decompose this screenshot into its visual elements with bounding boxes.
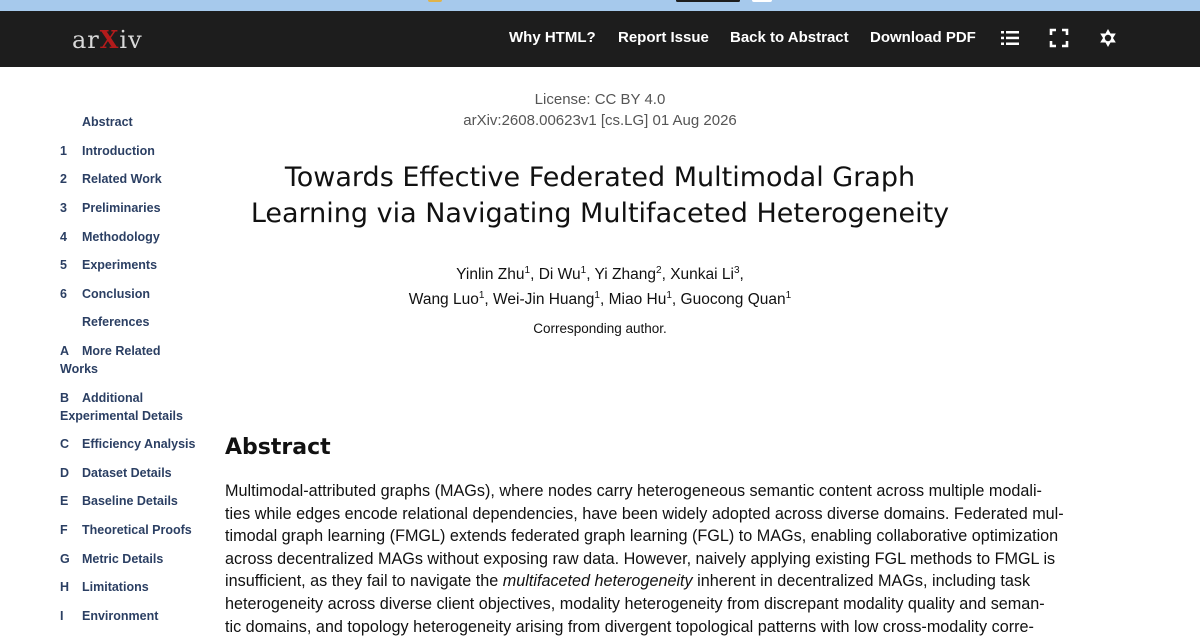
author: Di Wu$^1$, <box>538 265 595 284</box>
authors-line <box>300 290 900 309</box>
toc-item-preliminaries[interactable]: 3 Preliminaries <box>60 201 161 215</box>
fullscreen-icon[interactable] <box>1049 28 1069 48</box>
author: Miao Hu$^1$, <box>608 290 681 309</box>
author: Yi Zhang$^2$, <box>594 265 671 284</box>
abstract-line: timodal graph learning (FMGL) extends federated graph learning (FGL) to MAGs, enabling collaborative optimization <box>225 527 1059 546</box>
author: Wei-Jin Huang$^1$, <box>493 290 609 309</box>
toc-item-references[interactable]: References <box>82 315 150 329</box>
toc-item-theoretical-proofs[interactable]: F Theoretical Proofs <box>60 523 192 537</box>
toc-item-environment[interactable]: I Environment <box>60 609 159 623</box>
toc-item-more-related-works[interactable]: A More Related Works <box>60 344 161 376</box>
abstract-line: ties while edges encode relational dependencies, have been widely adopted across diverse domains. Federated mul- <box>225 504 1064 523</box>
abstract-line: tic domains, and topology heterogeneity arising from divergent topological patterns with low cross-modality corre- <box>225 617 1034 636</box>
notification-link-fragment[interactable] <box>676 0 740 2</box>
toc-item-baseline-details[interactable]: E Baseline Details <box>60 494 178 508</box>
author: Guocong Quan$^1$ <box>680 290 792 309</box>
paper-title <box>250 160 950 232</box>
toc-item-introduction[interactable]: 1 Introduction <box>60 144 155 158</box>
list-icon[interactable] <box>1000 28 1020 48</box>
arxiv-logo[interactable]: arXiv <box>72 25 143 54</box>
report-issue-link[interactable]: Report Issue <box>618 29 709 46</box>
abstract-line: heterogeneity across diverse client objectives, modality heterogeneity from discrepant modality quality and seman- <box>225 594 1045 613</box>
toc-item-dataset-details[interactable]: D Dataset Details <box>60 466 172 480</box>
theme-icon[interactable] <box>1098 28 1118 48</box>
why-html-link[interactable]: Why HTML? <box>509 29 596 46</box>
notification-emoji-fragment <box>428 0 442 2</box>
abstract-heading: Abstract <box>225 435 331 460</box>
toc-item-limitations[interactable]: H Limitations <box>60 580 149 594</box>
toc-item-conclusion[interactable]: 6 Conclusion <box>60 287 151 301</box>
top-navbar <box>0 11 1200 67</box>
toc-item-experiments[interactable]: 5 Experiments <box>60 258 158 272</box>
download-pdf-link[interactable]: Download PDF <box>870 29 976 46</box>
emphasis-text: multifaceted heterogeneity <box>502 572 693 591</box>
toc-item-methodology[interactable]: 4 Methodology <box>60 230 160 244</box>
authors-line <box>300 265 900 284</box>
browser-notification-strip <box>0 0 1200 11</box>
paper-title-line: Towards Effective Federated Multimodal Graph <box>284 162 916 193</box>
paper-title-line: Learning via Navigating Multifaceted Heterogeneity <box>250 198 950 229</box>
corresponding-author-note: Corresponding author. <box>533 321 667 336</box>
abstract-body <box>225 480 1064 638</box>
toc-item-abstract[interactable]: Abstract <box>82 115 133 129</box>
abstract-line: insufficient, as they fail to navigate the multifaceted heterogeneity inherent in decentralized MAGs, including task <box>225 572 1031 591</box>
toc-item-additional-experimental-details[interactable]: B Additional Experimental Details <box>60 391 183 423</box>
abstract-line: Multimodal-attributed graphs (MAGs), where nodes carry heterogeneous semantic content across multiple modali- <box>225 482 1042 500</box>
author: Wang Luo$^1$, <box>408 290 494 309</box>
toc-item-metric-details[interactable]: G Metric Details <box>60 552 164 566</box>
toc-item-related-work[interactable]: 2 Related Work <box>60 172 162 186</box>
notification-close-fragment[interactable] <box>752 0 772 2</box>
arxiv-id-line: arXiv:2608.00623v1 [cs.LG] 01 Aug 2026 <box>463 112 737 129</box>
back-to-abstract-link[interactable]: Back to Abstract <box>730 29 849 46</box>
license-line: License: CC BY 4.0 <box>534 91 666 108</box>
abstract-line: across decentralized MAGs without exposing raw data. However, naively applying existing FGL methods to FMGL is <box>225 549 1056 568</box>
author: Xunkai Li$^3$, <box>670 265 744 284</box>
author: Yinlin Zhu$^1$, <box>456 265 539 284</box>
toc-item-efficiency-analysis[interactable]: C Efficiency Analysis <box>60 437 196 451</box>
